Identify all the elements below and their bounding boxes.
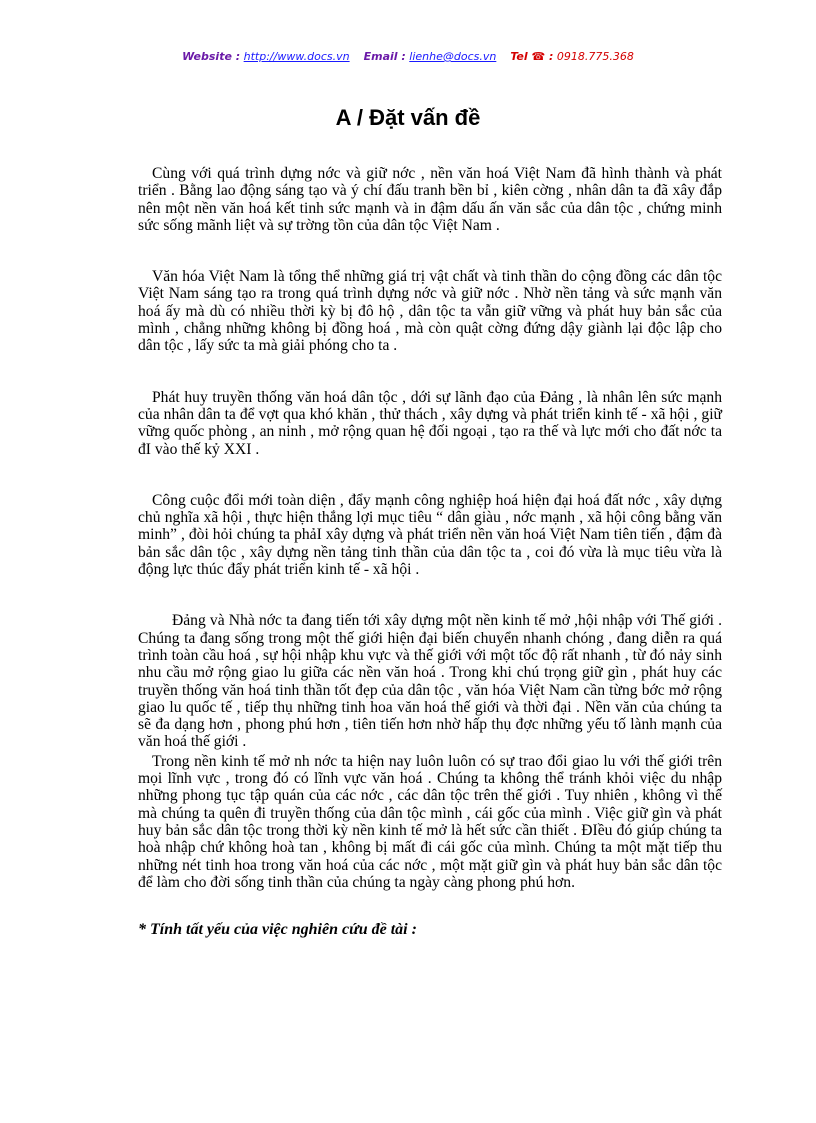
email-link[interactable]: lienhe@docs.vn [409, 50, 497, 63]
paragraph: Cùng với quá trình dựng nớc và giữ nớc , nền văn hoá Việt Nam đã hình thành và phát triển . Bằng lao động sáng tạo và ý chí đấu tranh bền bỉ , kiên cờng , nhân dân ta đã xây đắp nên một nền văn hoá kết tinh sức mạnh và in đậm dấu ấn văn sắc của dân tộc , chứng minh sức sống mãnh liệt và sự trờng tồn của dân tộc Việt Nam . [138, 165, 722, 234]
paragraph: Đảng và Nhà nớc ta đang tiến tới xây dựng một nền kinh tế mở ,hội nhập với Thế giới . Chúng ta đang sống trong một thế giới hiện đại biến chuyển nhanh chóng , đang diễn ra quá trình toàn cầu hoá , sự hội nhập khu vực và thế giới với một tốc độ rất nhanh , từ đó nảy sinh nhu cầu mở rộng giao lu giữa các nền văn hoá . Trong khi chú trọng giữ gìn , phát huy các truyền thống văn hoá tinh thần tốt đẹp của dân tộc , văn hóa Việt Nam cần từng bớc mở rộng giao lu quốc tế , tiếp thụ những tinh hoa văn hoá thế giới và thời đại . Nền văn của chúng ta sẽ đa dạng hơn , phong phú hơn , tiên tiến hơn nhờ hấp thụ đợc những yếu tố lành mạnh của văn hoá thế giới . [138, 612, 722, 751]
email-label: Email : [363, 50, 406, 63]
website-link[interactable]: http://www.docs.vn [243, 50, 350, 63]
paragraph: Phát huy truyền thống văn hoá dân tộc , dới sự lãnh đạo của Đảng , là nhân lên sức mạnh của nhân dân ta để vợt qua khó khăn , thử thách , xây dựng và phát triển kinh tế - xã hội , giữ vững quốc phòng , an ninh , mở rộng quan hệ đối ngoại , tạo ra thế và lực mới cho đất nớc ta đI vào thế kỷ XXI . [138, 388, 722, 458]
website-label: Website : [182, 50, 241, 63]
tel-value: 0918.775.368 [556, 50, 634, 63]
document-body [138, 165, 722, 938]
paragraph: Trong nền kinh tế mở nh nớc ta hiện nay luôn luôn có sự trao đổi giao lu với thế giới trên mọi lĩnh vực , trong đó có lĩnh vực văn hoá . Chúng ta không thể tránh khỏi việc du nhập những phong tục tập quán của các nớc , các dân tộc trên thế giới . Tuy nhiên , không vì thế mà chúng ta quên đi truyền thống của dân tộc mình , cái gốc của mình . Việc giữ gìn và phát huy bản sắc dân tộc trong thời kỳ nền kinh tế mở là hết sức cần thiết . ĐIều đó giúp chúng ta hoà nhập chứ không hoà tan , không bị mất đi cái gốc của mình. Chúng ta một mặt tiếp thu những nét tinh hoa trong văn hoá của các nớc , một mặt giữ gìn và phát huy bản sắc dân tộc để làm cho đời sống tinh thần của chúng ta ngày càng phong phú hơn. [138, 752, 722, 891]
tel-label: Tel ☎ : [510, 50, 554, 63]
paragraph: Văn hóa Việt Nam là tổng thể những giá trị vật chất và tinh thần do cộng đồng các dân tộc Việt Nam sáng tạo ra trong quá trình dựng nớc và giữ nớc . Nhờ nền tảng và sức mạnh văn hoá ấy mà dù có nhiều thời kỳ bị đô hộ , dân tộc ta vẫn giữ vững và phát huy bản sắc của mình , chẳng những không bị đồng hoá , mà còn quật cờng đứng dậy giành lại độc lập cho dân tộc , lấy sức ta mà giải phóng cho ta . [138, 268, 722, 355]
page-header [0, 50, 816, 63]
section-subheading: * Tính tất yếu của việc nghiên cứu đề tài : [138, 921, 417, 939]
paragraph: Công cuộc đổi mới toàn diện , đẩy mạnh công nghiệp hoá hiện đại hoá đất nớc , xây dựng chủ nghĩa xã hội , thực hiện thắng lợi mục tiêu “ dân giàu , nớc mạnh , xã hội công bằng văn minh” , đòi hỏi chúng ta phảI xây dựng và phát triển nền văn hoá Việt Nam tiên tiến , đậm đà bản sắc dân tộc , xây dựng nền tảng tinh thần của dân tộc ta , coi đó vừa là mục tiêu vừa là động lực thúc đẩy phát triển kinh tế - xã hội . [138, 491, 722, 579]
document-title: A / Đặt vấn đề [335, 105, 481, 130]
